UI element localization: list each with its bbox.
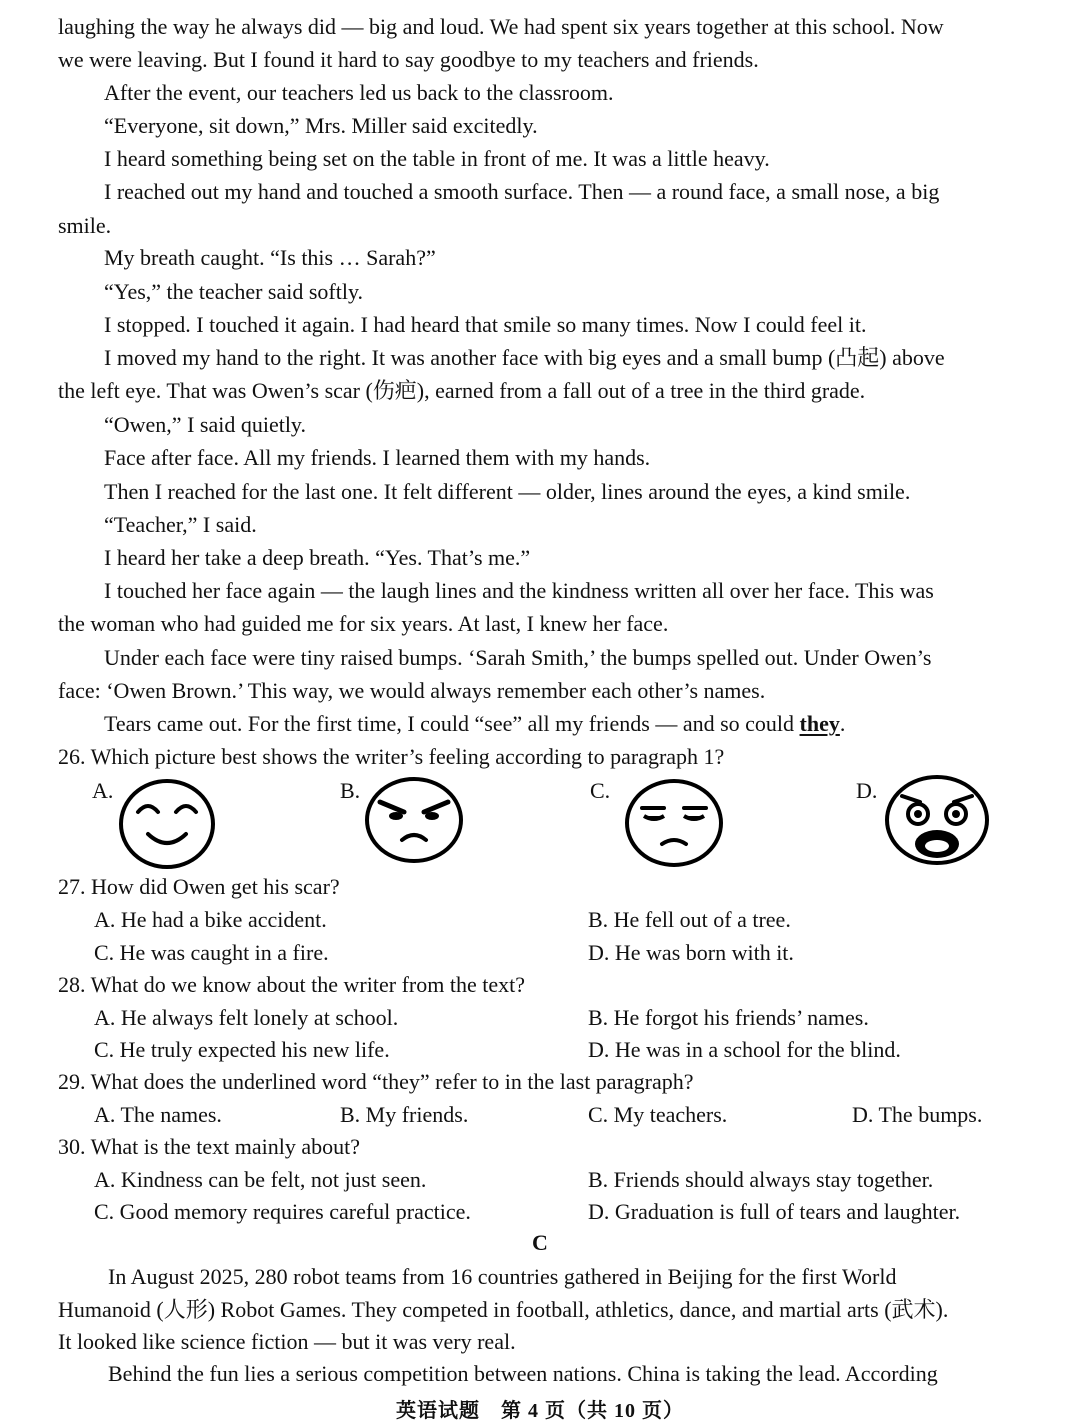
passage-line: After the event, our teachers led us back to the classroom. xyxy=(104,80,614,105)
passage-line: I moved my hand to the right. It was another face with big eyes and a small bump (凸起) above xyxy=(104,345,945,370)
passage-line: Under each face were tiny raised bumps. ‘Sarah Smith,’ the bumps spelled out. Under Owen’s xyxy=(104,645,932,670)
passage-line: face: ‘Owen Brown.’ This way, we would always remember each other’s names. xyxy=(58,678,766,703)
section-c-line: Behind the fun lies a serious competition between nations. China is taking the lead. According xyxy=(108,1361,938,1386)
last-line-end: . xyxy=(839,711,846,736)
q26-option-c-label: C. xyxy=(590,778,611,803)
passage-line: “Yes,” the teacher said softly. xyxy=(104,279,364,304)
q27-option-b: B. He fell out of a tree. xyxy=(588,907,791,932)
q29-option-c: C. My teachers. xyxy=(588,1102,728,1127)
q30-option-b: B. Friends should always stay together. xyxy=(588,1167,934,1192)
laughing-face-icon xyxy=(118,778,216,870)
q27-option-c: C. He was caught in a fire. xyxy=(94,940,329,965)
q26-option-a-label: A. xyxy=(92,778,114,803)
q30-option-a: A. Kindness can be felt, not just seen. xyxy=(94,1167,427,1192)
passage-line: “Everyone, sit down,” Mrs. Miller said excitedly. xyxy=(104,113,538,138)
q26-option-d-label: D. xyxy=(856,778,878,803)
question-30-stem: 30. What is the text mainly about? xyxy=(58,1134,361,1159)
passage-line: laughing the way he always did — big and loud. We had spent six years together at this school. Now xyxy=(58,14,944,39)
section-c-line: In August 2025, 280 robot teams from 16 countries gathered in Beijing for the first World xyxy=(108,1264,897,1289)
section-c-line: It looked like science fiction — but it was very real. xyxy=(58,1329,516,1354)
question-26-stem: 26. Which picture best shows the writer’s feeling according to paragraph 1? xyxy=(58,744,725,769)
q29-option-d: D. The bumps. xyxy=(852,1102,983,1127)
passage-line: I stopped. I touched it again. I had heard that smile so many times. Now I could feel it. xyxy=(104,312,867,337)
section-c-heading: C xyxy=(532,1230,548,1255)
passage-line: the left eye. That was Owen’s scar (伤疤), earned from a fall out of a tree in the third grade. xyxy=(58,378,866,403)
q28-option-a: A. He always felt lonely at school. xyxy=(94,1005,399,1030)
passage-last-line xyxy=(104,711,845,737)
q27-option-d: D. He was born with it. xyxy=(588,940,794,965)
last-line-text: Tears came out. For the first time, I could “see” all my friends — and so could xyxy=(104,711,800,736)
passage-line: I heard something being set on the table in front of me. It was a little heavy. xyxy=(104,146,770,171)
passage-line: “Teacher,” I said. xyxy=(104,512,257,537)
passage-line: Then I reached for the last one. It felt different — older, lines around the eyes, a kind smile. xyxy=(104,479,911,504)
passage-line: smile. xyxy=(58,213,112,238)
underlined-word: they xyxy=(799,711,840,736)
question-27-stem: 27. How did Owen get his scar? xyxy=(58,874,340,899)
passage-line: My breath caught. “Is this … Sarah?” xyxy=(104,245,436,270)
q29-option-b: B. My friends. xyxy=(340,1102,469,1127)
q26-option-b-label: B. xyxy=(340,778,361,803)
passage-line: I reached out my hand and touched a smooth surface. Then — a round face, a small nose, a big xyxy=(104,179,940,204)
q27-option-a: A. He had a bike accident. xyxy=(94,907,327,932)
bored-face-icon xyxy=(624,778,724,868)
q28-option-c: C. He truly expected his new life. xyxy=(94,1037,390,1062)
passage-line: the woman who had guided me for six years. At last, I knew her face. xyxy=(58,611,669,636)
passage-line: Face after face. All my friends. I learned them with my hands. xyxy=(104,445,651,470)
q30-option-c: C. Good memory requires careful practice. xyxy=(94,1199,471,1224)
passage-line: I touched her face again — the laugh lines and the kindness written all over her face. This was xyxy=(104,578,934,603)
page-footer: 英语试题 第 4 页（共 10 页） xyxy=(396,1400,684,1422)
q28-option-d: D. He was in a school for the blind. xyxy=(588,1037,901,1062)
section-c-line: Humanoid (人形) Robot Games. They competed in football, athletics, dance, and martial arts (武术). xyxy=(58,1297,949,1322)
question-28-stem: 28. What do we know about the writer from the text? xyxy=(58,972,525,997)
q29-option-a: A. The names. xyxy=(94,1102,222,1127)
q30-option-d: D. Graduation is full of tears and laughter. xyxy=(588,1199,961,1224)
angry-face-icon xyxy=(364,776,464,864)
passage-line: “Owen,” I said quietly. xyxy=(104,412,307,437)
question-29-stem: 29. What does the underlined word “they” refer to in the last paragraph? xyxy=(58,1069,694,1094)
q28-option-b: B. He forgot his friends’ names. xyxy=(588,1005,869,1030)
shocked-face-icon xyxy=(884,774,990,866)
passage-line: I heard her take a deep breath. “Yes. That’s me.” xyxy=(104,545,531,570)
passage-line: we were leaving. But I found it hard to say goodbye to my teachers and friends. xyxy=(58,47,759,72)
